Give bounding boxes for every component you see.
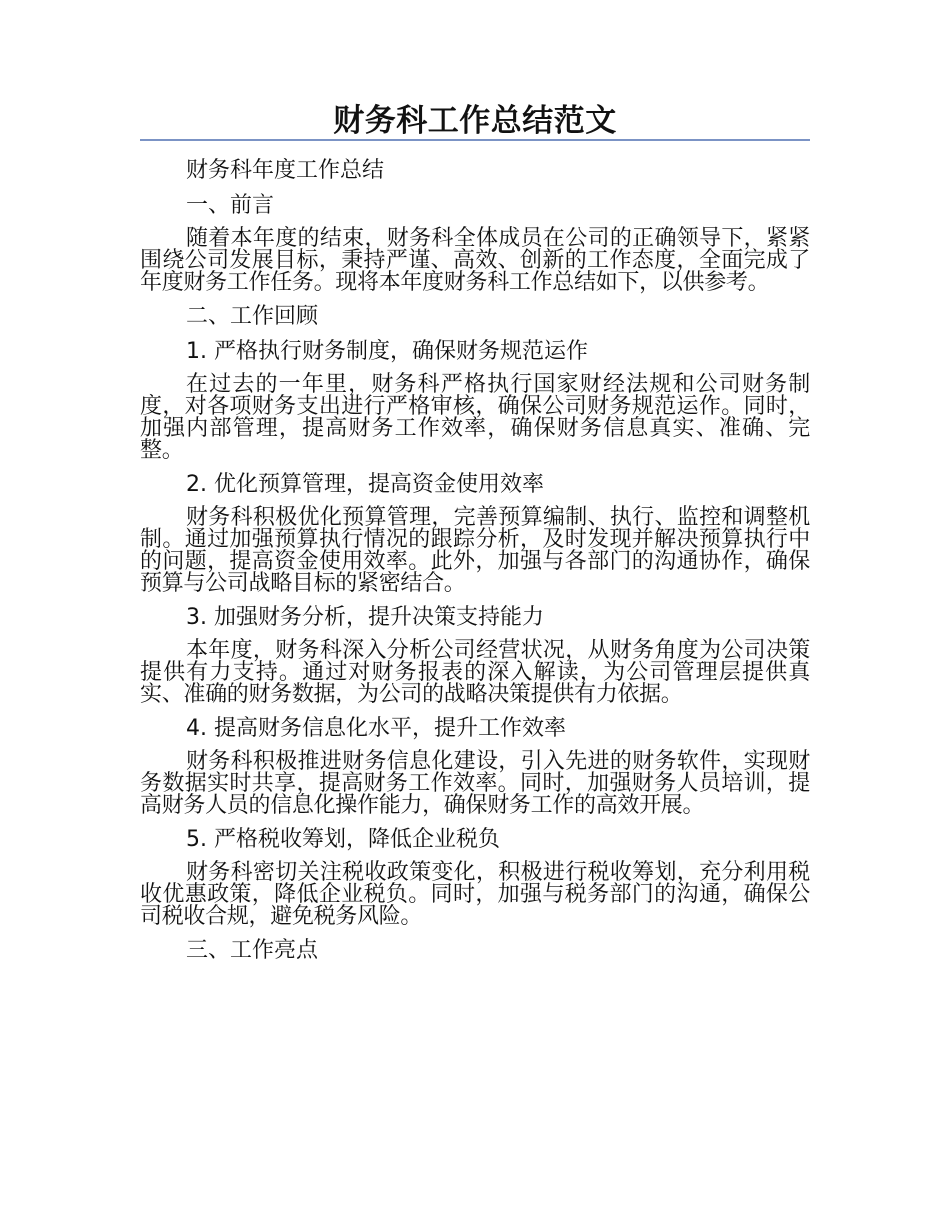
subheading-5: 5. 严格税收筹划，降低企业税负 bbox=[186, 827, 500, 852]
subheading-2: 2. 优化预算管理，提高资金使用效率 bbox=[186, 472, 544, 497]
section-heading-review: 二、工作回顾 bbox=[186, 304, 319, 329]
document-body bbox=[140, 152, 810, 973]
subheading-1: 1. 严格执行财务制度，确保财务规范运作 bbox=[186, 339, 588, 364]
paragraph-5: 财务科密切关注税收政策变化，积极进行税收筹划，充分利用税收优惠政策，降低企业税负。同时，加强与税务部门的沟通，确保公司税收合规，避免税务风险。 bbox=[140, 860, 810, 929]
paragraph-3: 本年度，财务科深入分析公司经营状况，从财务角度为公司决策提供有力支持。通过对财务报表的深入解读，为公司管理层提供真实、准确的财务数据，为公司的战略决策提供有力依据。 bbox=[140, 638, 810, 707]
title-underline bbox=[140, 139, 810, 141]
paragraph-preface: 随着本年度的结束，财务科全体成员在公司的正确领导下，紧紧围绕公司发展目标，秉持严谨、高效、创新的工作态度，全面完成了年度财务工作任务。现将本年度财务科工作总结如下，以供参考。 bbox=[140, 226, 810, 295]
paragraph-2: 财务科积极优化预算管理，完善预算编制、执行、监控和调整机制。通过加强预算执行情况的跟踪分析，及时发现并解决预算执行中的问题，提高资金使用效率。此外，加强与各部门的沟通协作，确保预算与公司战略目标的紧密结合。 bbox=[140, 505, 810, 596]
document-title: 财务科工作总结范文 bbox=[333, 103, 617, 139]
subtitle-line: 财务科年度工作总结 bbox=[186, 158, 385, 183]
section-heading-preface: 一、前言 bbox=[186, 193, 275, 218]
paragraph-1: 在过去的一年里，财务科严格执行国家财经法规和公司财务制度，对各项财务支出进行严格审核，确保公司财务规范运作。同时，加强内部管理，提高财务工作效率，确保财务信息真实、准确、完整。 bbox=[140, 372, 810, 463]
subheading-4: 4. 提高财务信息化水平，提升工作效率 bbox=[186, 716, 566, 741]
section-heading-highlights: 三、工作亮点 bbox=[186, 938, 319, 963]
subheading-3: 3. 加强财务分析，提升决策支持能力 bbox=[186, 605, 544, 630]
paragraph-4: 财务科积极推进财务信息化建设，引入先进的财务软件，实现财务数据实时共享，提高财务工作效率。同时，加强财务人员培训，提高财务人员的信息化操作能力，确保财务工作的高效开展。 bbox=[140, 749, 810, 818]
